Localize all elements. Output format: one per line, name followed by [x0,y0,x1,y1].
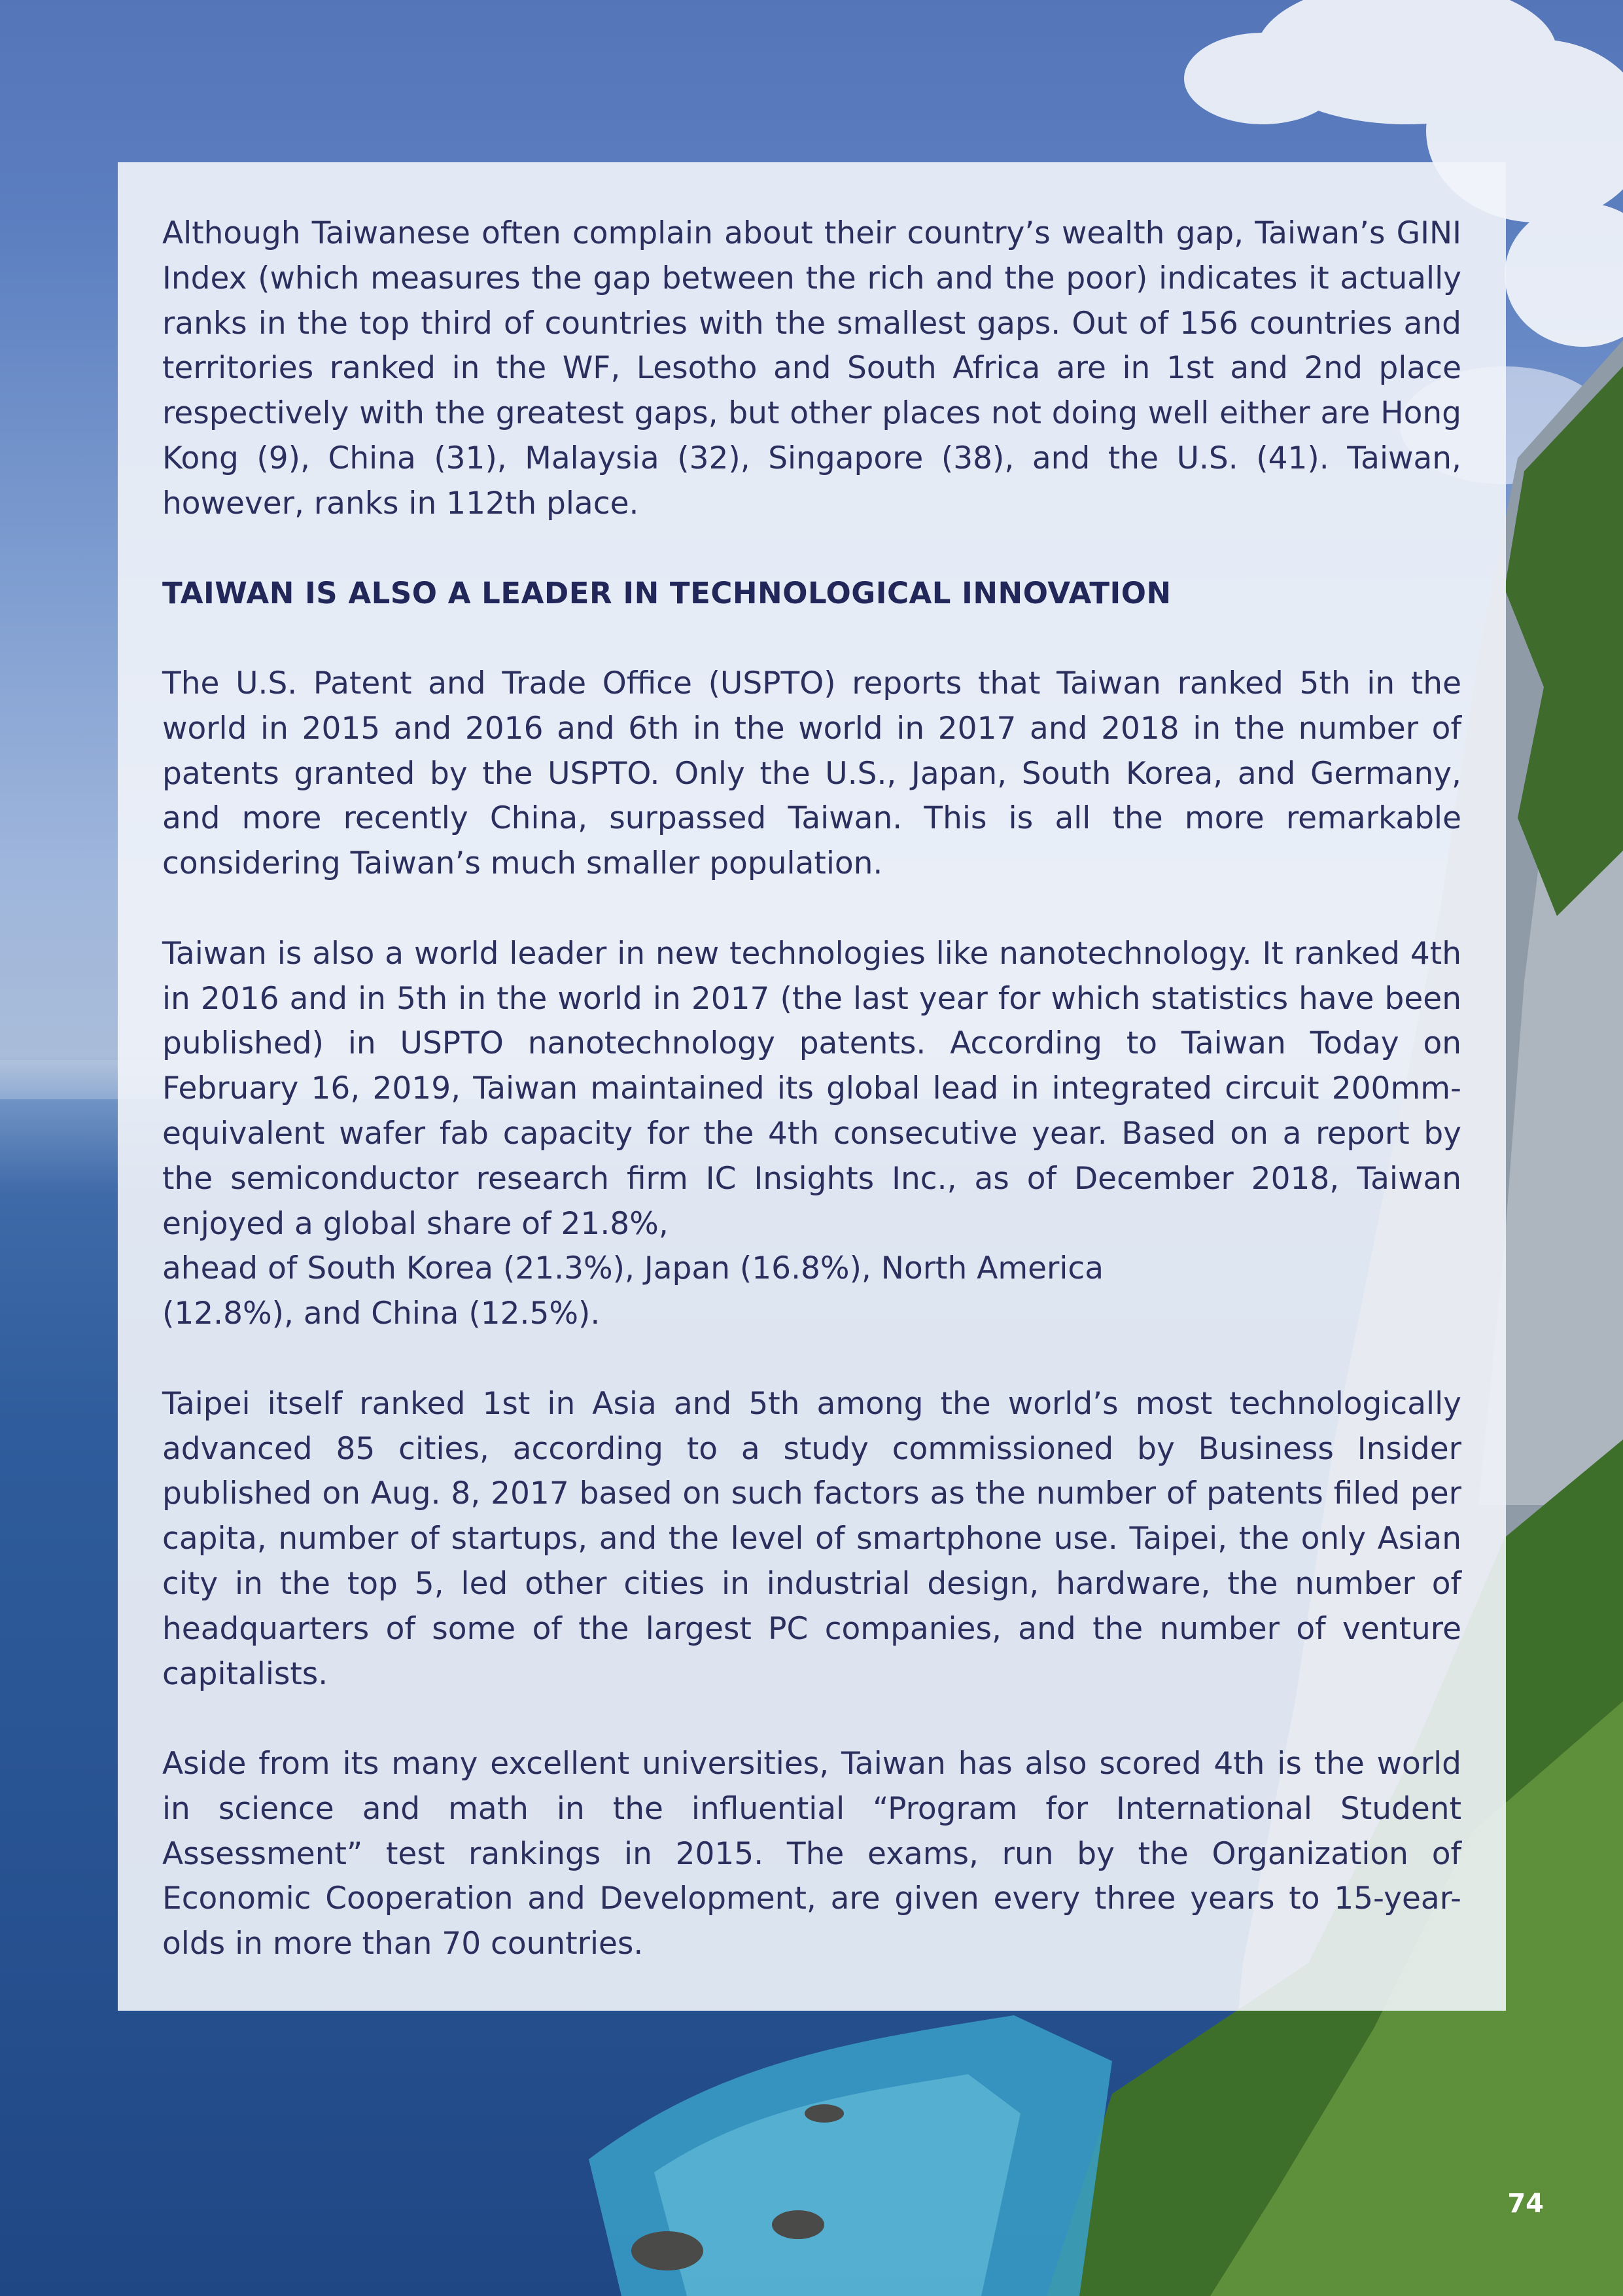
section-heading: TAIWAN IS ALSO A LEADER IN TECHNOLOGICAL INNOVATION [162,576,1172,611]
page-number: 74 [1507,2189,1544,2219]
text-panel [118,162,1506,2011]
paragraph-nanotechnology: Taiwan is also a world leader in new technologies like nanotechnology. It ranked 4th in 2016 and in 5th in the world in 2017 (the last year for which statistics have been published) in USPTO nanotechnology patents. According to Taiwan Today on February 16, 2019, Taiwan maintained its global lead in integrated circuit 200mm- equivalent wafer fab capacity for the 4th consecutive year. Based on a report by the semiconductor research firm IC Insights Inc., as of December 2018, Taiwan enjoyed a global share of 21.8%, [162,935,1461,1242]
paragraph-wealth-gap: Although Taiwanese often complain about their country’s wealth gap, Taiwan’s GINI Index (which measures the gap between the rich and the poor) indicates it actually ranks in the top third of countries with the smallest gaps. Out of 156 countries and territories ranked in the WF, Lesotho and South Africa are in 1st and 2nd place respectively with the greatest gaps, but other places not doing well either are Hong Kong (9), China (31), Malaysia (32), Singapore (38), and the U.S. (41). Taiwan, however, ranks in 112th place. [162,215,1461,521]
paragraph-nanotechnology-line-3: (12.8%), and China (12.5%). [162,1296,601,1332]
paragraph-nanotechnology-line-2: ahead of South Korea (21.3%), Japan (16.8%), North America [162,1250,1104,1287]
paragraph-taipei-tech: Taipei itself ranked 1st in Asia and 5th among the world’s most technologically advanced 85 cities, according to a study commissioned by Business Insider published on Aug. 8, 2017 based on such factors as the number of patents filed per capita, number of startups, and the level of smartphone use. Taipei, the only Asian city in the top 5, led other cities in industrial design, hardware, the number of headquarters of some of the largest PC companies, and the number of venture capitalists. [162,1385,1461,1692]
paragraph-education: Aside from its many excellent universities, Taiwan has also scored 4th is the world in science and math in the influential “Program for International Student Assessment” test rankings in 2015. The exams, run by the Organization of Economic Cooperation and Development, are given every three years to 15-year-olds in more than 70 countries. [162,1746,1461,1962]
paragraph-patents: The U.S. Patent and Trade Office (USPTO) reports that Taiwan ranked 5th in the world in 2015 and 2016 and 6th in the world in 2017 and 2018 in the number of patents granted by the USPTO. Only the U.S., Japan, South Korea, and Germany, and more recently China, surpassed Taiwan. This is all the more remarkable considering Taiwan’s much smaller population. [162,665,1461,882]
